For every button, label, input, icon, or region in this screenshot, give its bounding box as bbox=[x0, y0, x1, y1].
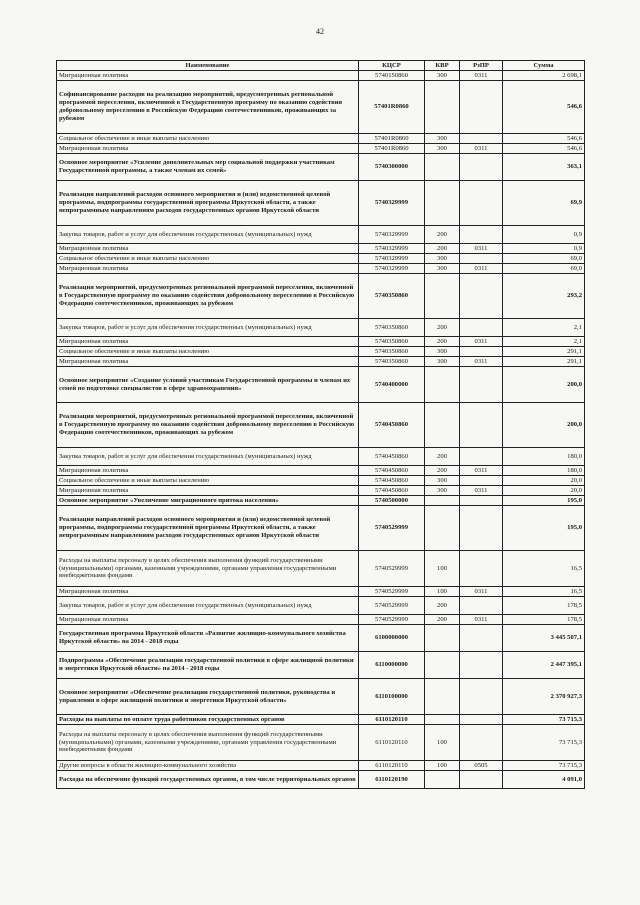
cell-code: 5740450860 bbox=[359, 476, 425, 486]
cell-rzpr bbox=[460, 506, 503, 551]
cell-name: Закупка товаров, работ и услуг для обеспечения государственных (муниципальных) нужд bbox=[57, 448, 359, 466]
cell-name: Расходы на выплаты по оплате труда работников государственных органов bbox=[57, 715, 359, 725]
cell-name: Миграционная политика bbox=[57, 587, 359, 597]
table-row bbox=[57, 652, 585, 679]
cell-sum: 2,1 bbox=[503, 319, 585, 337]
cell-sum: 73 715,3 bbox=[503, 725, 585, 761]
cell-code: 5740529999 bbox=[359, 615, 425, 625]
cell-rzpr bbox=[460, 134, 503, 144]
cell-name: Миграционная политика bbox=[57, 615, 359, 625]
cell-name: Миграционная политика bbox=[57, 71, 359, 81]
cell-rzpr bbox=[460, 476, 503, 486]
cell-rzpr bbox=[460, 226, 503, 244]
cell-code: 5740450860 bbox=[359, 448, 425, 466]
cell-sum: 293,2 bbox=[503, 274, 585, 319]
cell-rzpr: 0311 bbox=[460, 264, 503, 274]
cell-name: Подпрограмма «Обеспечение реализации государственной политики в сфере жилищной политики и энергетики Иркутской области» на 2014 - 2018 годы bbox=[57, 652, 359, 679]
cell-sum: 2 698,1 bbox=[503, 71, 585, 81]
table-row bbox=[57, 144, 585, 154]
cell-name: Социальное обеспечение и иные выплаты населению bbox=[57, 134, 359, 144]
cell-name: Реализация направлений расходов основного мероприятия и (или) ведомственной целевой программы, подпрограммы государственной программы Иркутской области, а также непрограммным направлениям расходов государственных органов Иркутской области bbox=[57, 506, 359, 551]
cell-name: Реализация мероприятий, предусмотренных региональной программой переселения, включенной в Государственную программу по оказанию содействия добровольному переселению в Российскую Федерацию соотечественников, проживающих за рубежом bbox=[57, 403, 359, 448]
cell-kvr: 200 bbox=[425, 615, 460, 625]
cell-rzpr: 0311 bbox=[460, 466, 503, 476]
cell-rzpr: 0311 bbox=[460, 587, 503, 597]
cell-sum: 0,9 bbox=[503, 244, 585, 254]
cell-name: Миграционная политика bbox=[57, 337, 359, 347]
cell-code: 5740529999 bbox=[359, 551, 425, 587]
table-row bbox=[57, 264, 585, 274]
cell-name: Закупка товаров, работ и услуг для обеспечения государственных (муниципальных) нужд bbox=[57, 319, 359, 337]
cell-code: 5740529999 bbox=[359, 597, 425, 615]
cell-name: Другие вопросы в области жилищно-коммунального хозяйства bbox=[57, 761, 359, 771]
cell-code: 5740450860 bbox=[359, 403, 425, 448]
cell-rzpr bbox=[460, 771, 503, 789]
cell-kvr bbox=[425, 403, 460, 448]
cell-sum: 16,5 bbox=[503, 551, 585, 587]
cell-kvr: 200 bbox=[425, 244, 460, 254]
cell-sum: 3 445 507,1 bbox=[503, 625, 585, 652]
cell-name: Реализация направлений расходов основного мероприятия и (или) ведомственной целевой программы, подпрограммы государственной программы Иркутской области, а также непрограммным направлениям расходов государственных органов Иркутской области bbox=[57, 181, 359, 226]
table-row bbox=[57, 771, 585, 789]
cell-kvr: 300 bbox=[425, 264, 460, 274]
cell-code: 5740329999 bbox=[359, 181, 425, 226]
table-row bbox=[57, 496, 585, 506]
cell-sum: 16,5 bbox=[503, 587, 585, 597]
cell-rzpr bbox=[460, 319, 503, 337]
cell-kvr: 100 bbox=[425, 761, 460, 771]
cell-kvr bbox=[425, 625, 460, 652]
cell-code: 5740329999 bbox=[359, 254, 425, 264]
cell-code: 5740350860 bbox=[359, 337, 425, 347]
cell-rzpr bbox=[460, 181, 503, 226]
cell-kvr: 300 bbox=[425, 134, 460, 144]
cell-code: 5740529999 bbox=[359, 506, 425, 551]
cell-code: 5740500000 bbox=[359, 496, 425, 506]
table-row bbox=[57, 403, 585, 448]
cell-name: Закупка товаров, работ и услуг для обеспечения государственных (муниципальных) нужд bbox=[57, 597, 359, 615]
table-row bbox=[57, 274, 585, 319]
cell-kvr: 100 bbox=[425, 725, 460, 761]
cell-rzpr: 0505 bbox=[460, 761, 503, 771]
cell-sum: 180,0 bbox=[503, 466, 585, 476]
table-row bbox=[57, 715, 585, 725]
table-row bbox=[57, 181, 585, 226]
header-code: КЦСР bbox=[359, 61, 425, 71]
cell-kvr bbox=[425, 181, 460, 226]
cell-sum: 2 370 927,3 bbox=[503, 679, 585, 715]
table-row bbox=[57, 347, 585, 357]
cell-sum: 73 715,3 bbox=[503, 761, 585, 771]
cell-sum: 20,0 bbox=[503, 476, 585, 486]
cell-rzpr bbox=[460, 154, 503, 181]
cell-rzpr bbox=[460, 597, 503, 615]
cell-kvr: 300 bbox=[425, 476, 460, 486]
cell-kvr bbox=[425, 715, 460, 725]
cell-kvr bbox=[425, 652, 460, 679]
cell-kvr bbox=[425, 679, 460, 715]
cell-code: 6110120190 bbox=[359, 771, 425, 789]
cell-sum: 291,1 bbox=[503, 347, 585, 357]
cell-sum: 195,0 bbox=[503, 506, 585, 551]
cell-rzpr bbox=[460, 81, 503, 134]
table-row bbox=[57, 226, 585, 244]
table-row bbox=[57, 367, 585, 403]
table-row bbox=[57, 254, 585, 264]
cell-kvr bbox=[425, 274, 460, 319]
cell-name: Расходы на обеспечение функций государственных органов, в том числе территориальных органов bbox=[57, 771, 359, 789]
cell-code: 5740350860 bbox=[359, 319, 425, 337]
cell-name: Миграционная политика bbox=[57, 144, 359, 154]
cell-sum: 69,0 bbox=[503, 264, 585, 274]
table-body bbox=[57, 71, 585, 789]
cell-rzpr bbox=[460, 254, 503, 264]
cell-rzpr bbox=[460, 551, 503, 587]
table-row bbox=[57, 506, 585, 551]
cell-kvr bbox=[425, 81, 460, 134]
cell-code: 5740400000 bbox=[359, 367, 425, 403]
table-row bbox=[57, 134, 585, 144]
table-row bbox=[57, 615, 585, 625]
cell-rzpr bbox=[460, 679, 503, 715]
cell-sum: 291,1 bbox=[503, 357, 585, 367]
cell-rzpr bbox=[460, 367, 503, 403]
table-row bbox=[57, 679, 585, 715]
cell-sum: 69,0 bbox=[503, 254, 585, 264]
cell-rzpr bbox=[460, 448, 503, 466]
cell-name: Социальное обеспечение и иные выплаты населению bbox=[57, 476, 359, 486]
cell-sum: 73 715,3 bbox=[503, 715, 585, 725]
cell-code: 5740350860 bbox=[359, 274, 425, 319]
table-row bbox=[57, 337, 585, 347]
cell-kvr bbox=[425, 771, 460, 789]
cell-sum: 195,0 bbox=[503, 496, 585, 506]
cell-code: 57401R0860 bbox=[359, 81, 425, 134]
table-row bbox=[57, 597, 585, 615]
table-row bbox=[57, 244, 585, 254]
cell-sum: 200,0 bbox=[503, 367, 585, 403]
table-row bbox=[57, 71, 585, 81]
table-row bbox=[57, 448, 585, 466]
table-row bbox=[57, 486, 585, 496]
cell-code: 5740329999 bbox=[359, 264, 425, 274]
table-row bbox=[57, 154, 585, 181]
cell-sum: 363,1 bbox=[503, 154, 585, 181]
cell-code: 6110000000 bbox=[359, 652, 425, 679]
table-row bbox=[57, 725, 585, 761]
cell-code: 57401R0860 bbox=[359, 144, 425, 154]
cell-code: 5740450860 bbox=[359, 466, 425, 476]
cell-kvr: 200 bbox=[425, 466, 460, 476]
cell-code: 5740450860 bbox=[359, 486, 425, 496]
cell-kvr: 200 bbox=[425, 226, 460, 244]
cell-rzpr bbox=[460, 403, 503, 448]
cell-kvr bbox=[425, 367, 460, 403]
cell-code: 57401R0860 bbox=[359, 134, 425, 144]
cell-name: Миграционная политика bbox=[57, 486, 359, 496]
cell-sum: 546,6 bbox=[503, 81, 585, 134]
cell-code: 5740329999 bbox=[359, 226, 425, 244]
cell-sum: 0,9 bbox=[503, 226, 585, 244]
cell-sum: 2,1 bbox=[503, 337, 585, 347]
cell-sum: 546,6 bbox=[503, 134, 585, 144]
table-header-row bbox=[57, 61, 585, 71]
cell-kvr bbox=[425, 496, 460, 506]
cell-kvr: 300 bbox=[425, 254, 460, 264]
cell-rzpr bbox=[460, 625, 503, 652]
cell-name: Миграционная политика bbox=[57, 357, 359, 367]
cell-name: Основное мероприятие «Обеспечение реализации государственной политики, руководства и управления в сфере жилищной политики и энергетики Иркутской области» bbox=[57, 679, 359, 715]
cell-sum: 2 447 395,1 bbox=[503, 652, 585, 679]
cell-sum: 546,6 bbox=[503, 144, 585, 154]
cell-rzpr: 0311 bbox=[460, 144, 503, 154]
cell-code: 5740350860 bbox=[359, 357, 425, 367]
table-row bbox=[57, 761, 585, 771]
cell-code: 6110100000 bbox=[359, 679, 425, 715]
cell-name: Государственная программа Иркутской области «Развитие жилищно-коммунального хозяйства Иркутской области» на 2014 - 2018 годы bbox=[57, 625, 359, 652]
cell-kvr: 200 bbox=[425, 448, 460, 466]
cell-sum: 20,0 bbox=[503, 486, 585, 496]
cell-code: 6110120110 bbox=[359, 725, 425, 761]
cell-name: Расходы на выплаты персоналу в целях обеспечения выполнения функций государственными (муниципальными) органами, казенными учреждениями, органами управления государственными внебюджетными фондами bbox=[57, 551, 359, 587]
table-row bbox=[57, 587, 585, 597]
table-row bbox=[57, 357, 585, 367]
cell-code: 6110120110 bbox=[359, 715, 425, 725]
table-row bbox=[57, 466, 585, 476]
cell-name: Основное мероприятие «Усиление дополнительных мер социальной поддержки участникам Государственной программы, а также членам их семей» bbox=[57, 154, 359, 181]
cell-kvr: 200 bbox=[425, 319, 460, 337]
cell-rzpr bbox=[460, 496, 503, 506]
cell-rzpr bbox=[460, 274, 503, 319]
cell-sum: 178,5 bbox=[503, 615, 585, 625]
cell-kvr: 300 bbox=[425, 144, 460, 154]
table-row bbox=[57, 81, 585, 134]
cell-code: 6110120110 bbox=[359, 761, 425, 771]
cell-name: Миграционная политика bbox=[57, 264, 359, 274]
cell-name: Софинансирование расходов на реализацию мероприятий, предусмотренных региональной программой переселения, включенной в Государственную программу по оказанию содействия добровольному переселению в Российскую Федерацию соотечественников, проживающих за рубежом bbox=[57, 81, 359, 134]
table-row bbox=[57, 319, 585, 337]
header-kvr: КВР bbox=[425, 61, 460, 71]
cell-name: Реализация мероприятий, предусмотренных региональной программой переселения, включенной в Государственную программу по оказанию содействия добровольному переселению в Российскую Федерацию соотечественников, проживающих за рубежом bbox=[57, 274, 359, 319]
cell-rzpr bbox=[460, 715, 503, 725]
table-row bbox=[57, 625, 585, 652]
cell-name: Миграционная политика bbox=[57, 466, 359, 476]
cell-sum: 200,0 bbox=[503, 403, 585, 448]
cell-rzpr: 0311 bbox=[460, 486, 503, 496]
cell-sum: 178,5 bbox=[503, 597, 585, 615]
cell-rzpr: 0311 bbox=[460, 244, 503, 254]
cell-kvr: 300 bbox=[425, 357, 460, 367]
cell-kvr: 300 bbox=[425, 347, 460, 357]
cell-code: 6100000000 bbox=[359, 625, 425, 652]
cell-name: Миграционная политика bbox=[57, 244, 359, 254]
table-row bbox=[57, 551, 585, 587]
cell-kvr: 200 bbox=[425, 597, 460, 615]
cell-kvr: 300 bbox=[425, 486, 460, 496]
budget-table bbox=[56, 60, 585, 789]
cell-sum: 4 091,0 bbox=[503, 771, 585, 789]
table-row bbox=[57, 476, 585, 486]
cell-kvr: 300 bbox=[425, 71, 460, 81]
header-rzpr: РзПР bbox=[460, 61, 503, 71]
cell-code: 5740329999 bbox=[359, 244, 425, 254]
page-number: 42 bbox=[316, 27, 324, 36]
cell-code: 5740350860 bbox=[359, 347, 425, 357]
cell-name: Основное мероприятие «Увеличение миграционного притока населения» bbox=[57, 496, 359, 506]
cell-rzpr: 0311 bbox=[460, 337, 503, 347]
cell-sum: 180,0 bbox=[503, 448, 585, 466]
cell-kvr: 100 bbox=[425, 587, 460, 597]
cell-kvr bbox=[425, 506, 460, 551]
cell-rzpr bbox=[460, 652, 503, 679]
cell-sum: 69,9 bbox=[503, 181, 585, 226]
cell-rzpr: 0311 bbox=[460, 615, 503, 625]
cell-name: Закупка товаров, работ и услуг для обеспечения государственных (муниципальных) нужд bbox=[57, 226, 359, 244]
cell-kvr: 100 bbox=[425, 551, 460, 587]
header-name: Наименование bbox=[57, 61, 359, 71]
cell-code: 5740300000 bbox=[359, 154, 425, 181]
cell-kvr bbox=[425, 154, 460, 181]
cell-name: Основное мероприятие «Создание условий участникам Государственной программы и членам их семей по подготовке специалистов в сфере здравоохранения» bbox=[57, 367, 359, 403]
cell-code: 5740150860 bbox=[359, 71, 425, 81]
cell-code: 5740529999 bbox=[359, 587, 425, 597]
cell-name: Социальное обеспечение и иные выплаты населению bbox=[57, 347, 359, 357]
cell-rzpr bbox=[460, 725, 503, 761]
cell-rzpr: 0311 bbox=[460, 357, 503, 367]
cell-rzpr: 0311 bbox=[460, 71, 503, 81]
cell-name: Социальное обеспечение и иные выплаты населению bbox=[57, 254, 359, 264]
cell-name: Расходы на выплаты персоналу в целях обеспечения выполнения функций государственными (муниципальными) органами, казенными учреждениями, органами управления государственными внебюджетными фондами bbox=[57, 725, 359, 761]
header-sum: Сумма bbox=[503, 61, 585, 71]
cell-kvr: 200 bbox=[425, 337, 460, 347]
cell-rzpr bbox=[460, 347, 503, 357]
